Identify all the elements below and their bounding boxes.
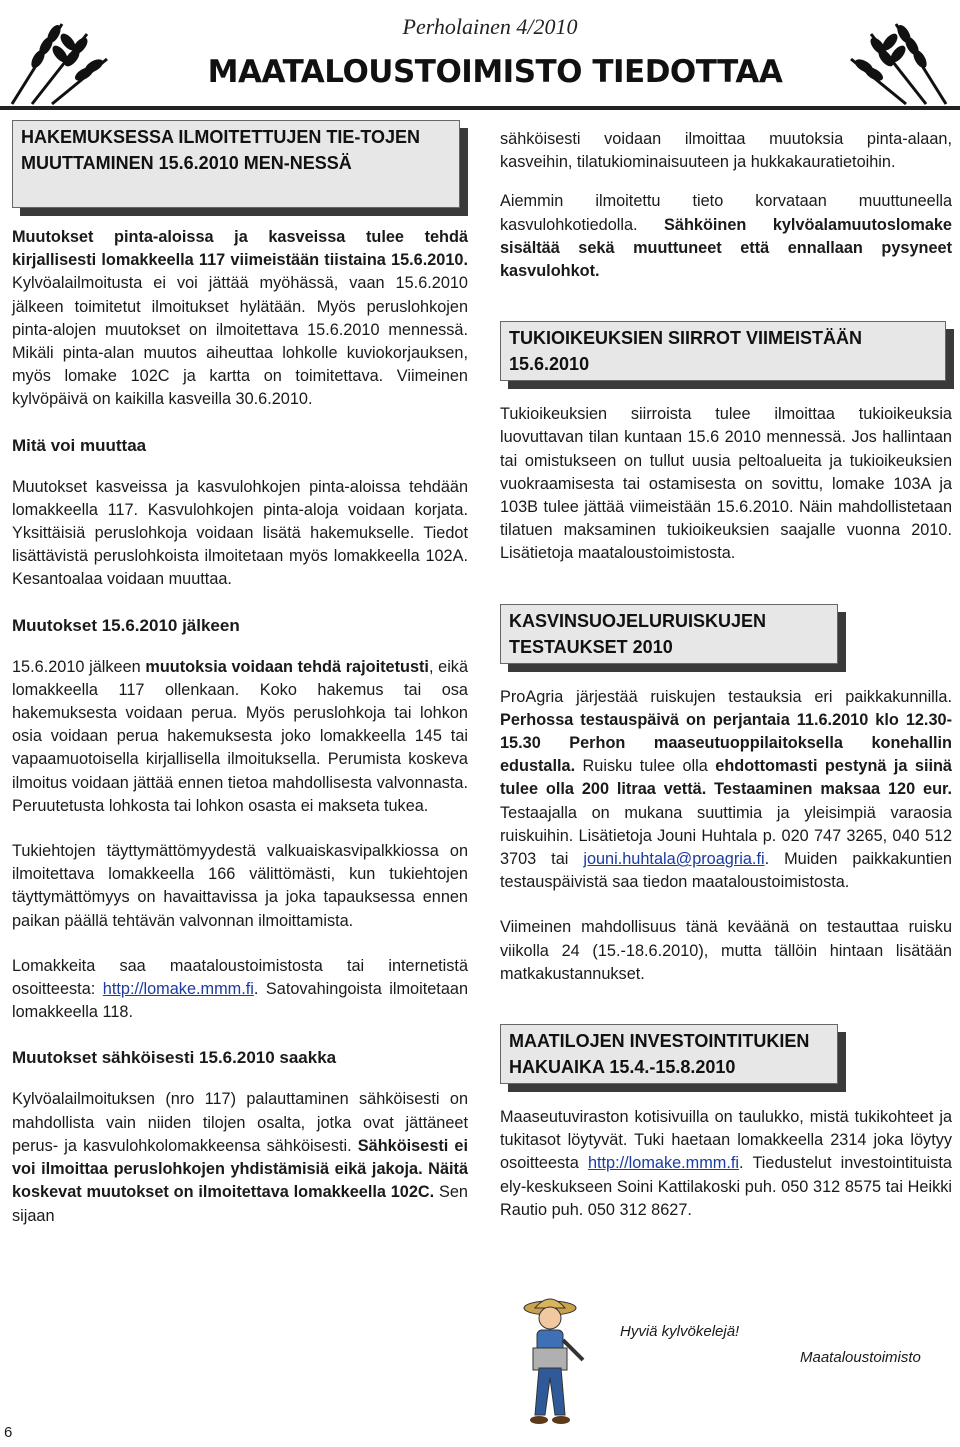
body-text: . Satovahingoista ilmoitetaan lomakkeella 118. (12, 980, 468, 1022)
body-text: Lomakkeita saa maataloustoimistosta tai internetistä osoitteesta: (12, 956, 468, 999)
paragraph-muutokset (12, 226, 468, 412)
body-text: Ruisku tulee olla (575, 757, 716, 776)
heading-muutokset-jalkeen: Muutokset 15.6.2010 jälkeen (12, 615, 240, 635)
paragraph-viimeinen-mahdollisuus: Viimeinen mahdollisuus tänä keväänä on testauttaa ruisku viikolla 24 (15.-18.6.2010), mutta tällöin hintaan lisätään matkakustannukset. (500, 918, 952, 983)
body-text: Kylvöalailmoitusta ei voi jättää myöhässä, vaan 15.6.2010 jälkeen toimitetut ilmoitukset hylätään. Myös peruslohkojen pinta-alojen muutokset on ilmoitettava 15.6.2010 mennessä. Mikäli pinta-alan muutos aiheuttaa lohkolle kuviokorjauksen, myös lomake 102C ja kartta on toimitettava. Viimeinen kylvöpäivä on kaikilla kasveilla 30.6.2010. (12, 274, 468, 409)
paragraph-sahkoisesti (12, 1088, 468, 1227)
paragraph-lomakkeet (12, 955, 468, 1025)
farmer-illustration-icon (505, 1290, 595, 1440)
bold-text: muutoksia voidaan tehdä rajoitetusti (145, 657, 429, 676)
body-text: Testaajalla on mukana suuttimia ja yleisimpiä varaosia ruiskuihin. Lisätietoja Jouni Huhtala p. 020 747 3265, 040 512 3703 tai (500, 803, 952, 869)
bold-text: ehdottomasti pestynä ja siinä tulee olla 200 litraa vettä. Testaaminen maksaa 120 eur. (500, 757, 952, 799)
section-title-tukioikeudet: TUKIOIKEUKSIEN SIIRROT VIIMEISTÄÄN 15.6.2010 (509, 328, 863, 375)
body-text: Maaseutuviraston kotisivuilla on taulukko, mistä tukikohteet ja tukitasot löytyvät. Tuki haetaan lomakkeella 2314 joka löytyy osoitteesta (500, 1108, 952, 1173)
page-number: 6 (4, 1424, 13, 1441)
paragraph-investointituet (500, 1106, 952, 1222)
paragraph-tukioikeudet: Tukioikeuksien siirroista tulee ilmoittaa tukioikeuksia luovuttavan tilan kuntaan 15.6 2010 mennessä. Jos hallintaan tai omistukseen on tullut uusia peltoalueita ja tukioikeuksien vuokraamisesta tai ostamisesta on sovittu, lomake 103A ja 103B tulee jättää viimeistään 15.6.2010. Näin mahdollistetaan tilatuen maksaminen tukioikeuksien saajalle vuonna 2010. Lisätietoja maataloustoimistosta. (500, 405, 952, 563)
bold-text: Sähköisesti ei voi ilmoittaa peruslohkojen yhdistämisiä eikä jakoja. Näitä koskevat muutokset on ilmoitettava lomakkeella 102C. (12, 1136, 468, 1202)
body-text: Sen sijaan (12, 1183, 468, 1225)
section-title-ruiskut: KASVINSUOJELURUISKUJEN TESTAUKSET 2010 (509, 610, 767, 657)
right-column (500, 120, 952, 1222)
greeting-text: Hyviä kylvökelejä! (620, 1323, 740, 1340)
paragraph-valkuaiskasvi: Tukiehtojen täyttymättömyydestä valkuaiskasvipalkkiossa on ilmoitettava lomakkeella 166 välittömästi, kun tukiehtojen täyttymättömyys on havaittavissa ja joka tapauksessa ennen paikan päällä tehtävän valvonnan ilmoittamista. (12, 842, 468, 930)
heading-mita-voi-muuttaa: Mitä voi muuttaa (12, 435, 147, 455)
section-box-investointituet (500, 1024, 838, 1084)
heading-sahkoisesti: Muutokset sähköisesti 15.6.2010 saakka (12, 1048, 337, 1068)
page-title: MAATALOUSTOIMISTO TIEDOTTAA (207, 54, 783, 90)
section-title-hakemus: HAKEMUKSESSA ILMOITETTUJEN TIE-TOJEN MUUTTAMINEN 15.6.2010 MEN-NESSÄ (21, 127, 421, 173)
issue-label: Perholainen 4/2010 (402, 14, 578, 39)
bold-text: Perhossa testauspäivä on perjantaia 11.6.2010 klo 12.30-15.30 Perhon maaseutuoppilaitoksella konehallin edustalla. (500, 710, 952, 776)
section-box-ruiskut (500, 604, 838, 664)
body-text: Aiemmin ilmoitettu tieto korvataan muuttuneella kasvulohkotiedolla. (500, 192, 952, 234)
body-text: Kylvöalailmoituksen (nro 117) palauttaminen sähköisesti on mahdollista vain niiden tilojen osalta, jotka ovat jättäneet perus- ja kasvulohkolomakkeensa sähköisesti. (12, 1090, 468, 1155)
bold-text: Muutokset pinta-aloissa ja kasveissa tulee tehdä kirjallisesti lomakkeella 117 viimeistään tiistaina 15.6.2010. (12, 228, 468, 270)
header-divider (0, 106, 960, 110)
section-box-hakemus (12, 120, 460, 208)
lomake-link-2[interactable]: http://lomake.mmm.fi (587, 1154, 740, 1173)
paragraph-kasvulohkot (500, 190, 952, 283)
left-column (12, 120, 468, 1228)
signature-text: Maataloustoimisto (800, 1349, 921, 1366)
body-text: . Muiden paikkakuntien testauspäivistä saa tiedon maataloustoimistosta. (500, 850, 952, 892)
body-text: . Tiedustelut investointituista ely-keskukseen Soini Kattilakoski puh. 050 312 8575 tai Heikki Rautio puh. 050 312 8627. (500, 1154, 952, 1219)
paragraph-mita-voi-muuttaa: Muutokset kasveissa ja kasvulohkojen pinta-aloissa tehdään lomakkeella 117. Kasvulohkojen pinta-aloja voidaan korjata. Yksittäisiä peruslohkoja voidaan lisätä hakemukselle. Tiedot lisättävistä peruslohkoista ilmoitetaan myös lomakkeella 102A. Kesantoalaa voidaan muuttaa. (12, 477, 468, 589)
section-title-investointituet: MAATILOJEN INVESTOINTITUKIEN HAKUAIKA 15.4.-15.8.2010 (509, 1031, 810, 1078)
lomake-link[interactable]: http://lomake.mmm.fi (102, 980, 254, 999)
paragraph-sahkoisesti-jatko: sähköisesti voidaan ilmoittaa muutoksia pinta-alaan, kasveihin, tilatukiominaisuuteen ja hukkakauratietoihin. (500, 130, 952, 172)
wheat-right-icon (846, 4, 956, 114)
body-text: ProAgria järjestää ruiskujen testauksia eri paikkakunnilla. (500, 687, 952, 706)
paragraph-muutokset-jalkeen (12, 656, 468, 818)
bold-text: Sähköinen kylvöalamuutoslomake sisältää sekä muuttuneet että ennallaan pysyneet kasvulohkot. (500, 215, 952, 281)
body-text: 15.6.2010 jälkeen (12, 657, 146, 676)
paragraph-ruiskut (500, 686, 952, 895)
body-text: , eikä lomakkeella 117 ollenkaan. Koko hakemus tai osa hakemuksesta voidaan perua. Myös peruslohkoja tai lohkon osia voidaan perua hakemuksesta joko lomakkeella 145 tai vapaamuotoisella kirjallisella ilmoituksella. Perumista koskeva ilmoitus voidaan jättää ennen tietoa mahdollisesta valvonnasta. Peruutetusta lohkosta tai lohkon osasta ei makseta tukea. (12, 657, 469, 815)
section-box-tukioikeudet (500, 321, 946, 381)
wheat-left-icon (2, 4, 112, 114)
email-link[interactable]: jouni.huhtala@proagria.fi (583, 850, 765, 869)
